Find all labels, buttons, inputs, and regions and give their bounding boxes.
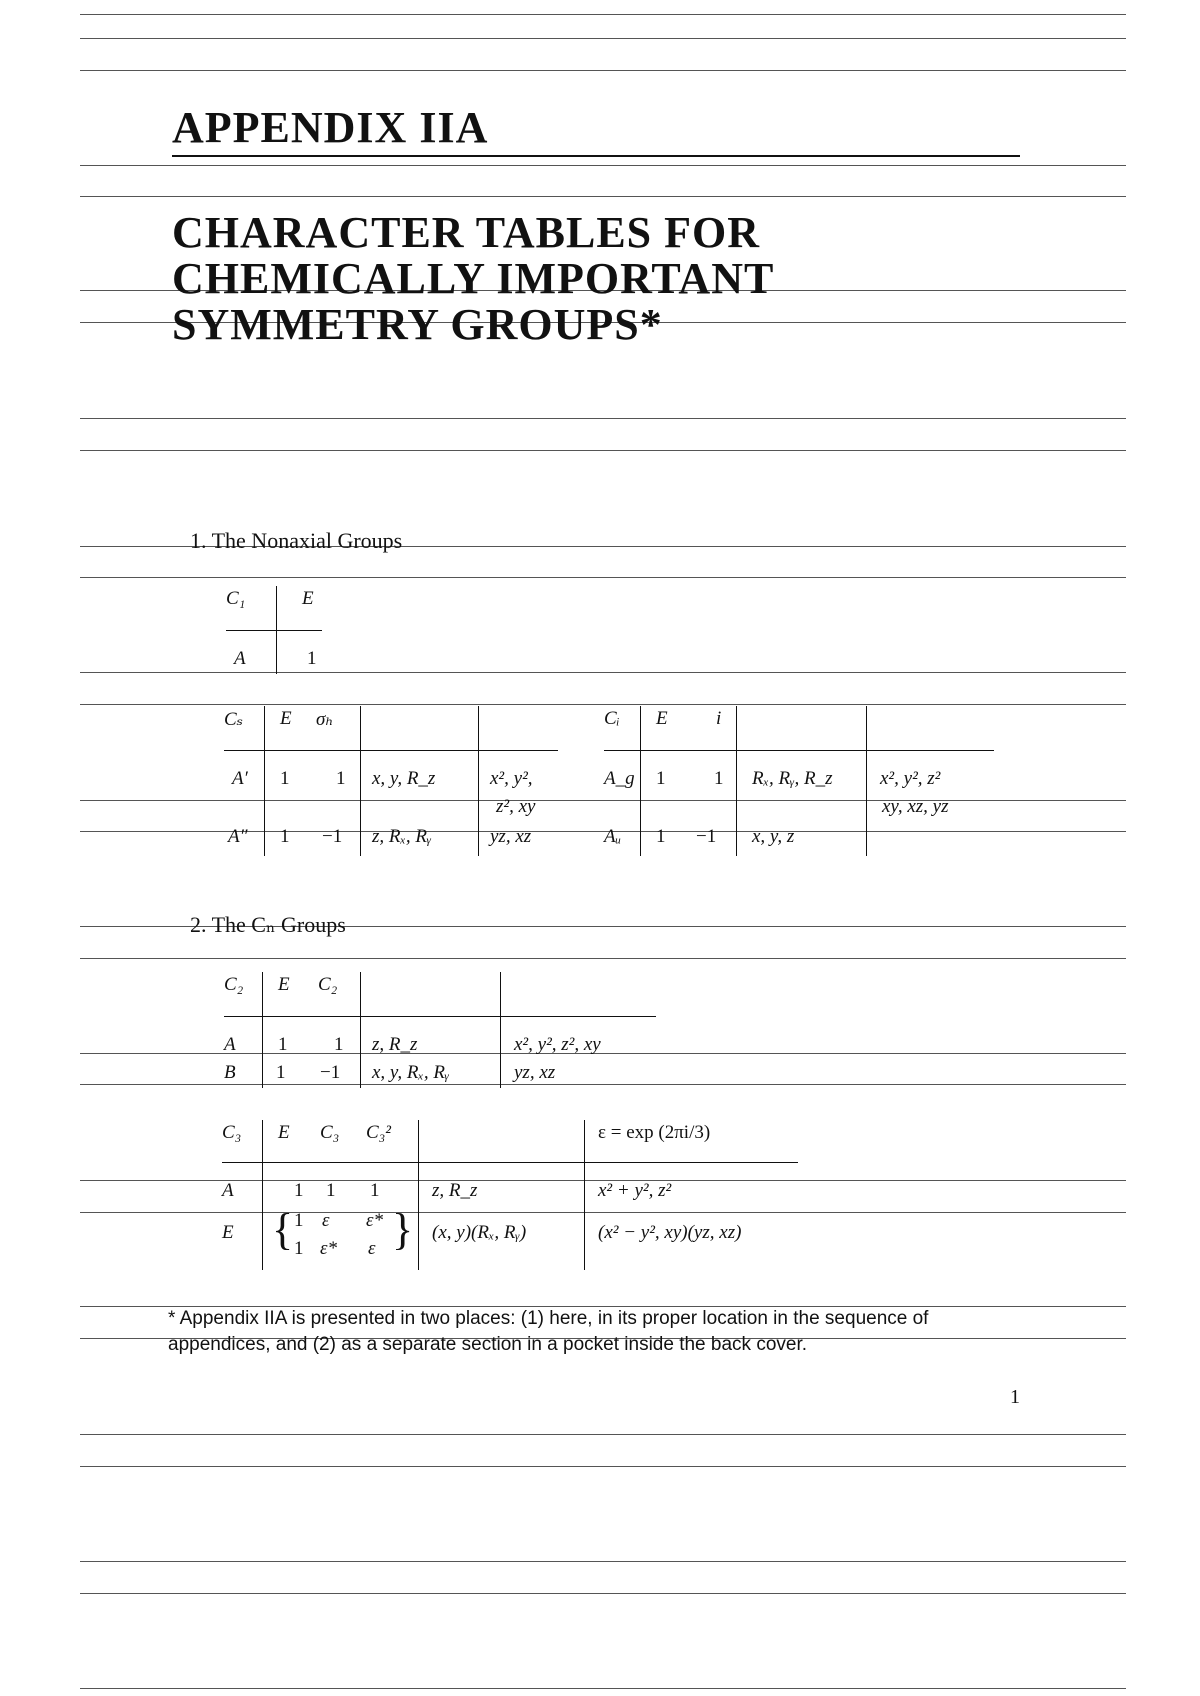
table-vline <box>264 706 265 856</box>
ruled-line <box>80 1212 1126 1213</box>
page-title <box>172 210 774 348</box>
table-hline <box>222 1162 798 1163</box>
quadratic-functions: x², y², <box>490 768 533 789</box>
operation-header: E <box>656 708 668 729</box>
character-value: 1 <box>276 1062 286 1083</box>
character-value: 1 <box>307 648 317 669</box>
quadratic-functions: z², xy <box>496 796 536 817</box>
table-vline <box>418 1120 419 1270</box>
character-value: ε* <box>320 1238 337 1259</box>
table-hline <box>604 750 994 751</box>
group-label: Cᵢ <box>604 708 620 729</box>
ruled-line <box>80 672 1126 673</box>
operation-header: E <box>278 1122 290 1143</box>
character-value: −1 <box>322 826 343 847</box>
character-value: 1 <box>336 768 346 789</box>
operation-header: E <box>278 974 290 995</box>
linear-functions: x, y, R_z <box>372 768 436 789</box>
character-value: 1 <box>280 768 290 789</box>
footnote <box>168 1306 928 1358</box>
character-value: ε <box>322 1210 330 1231</box>
ruled-line <box>80 418 1126 419</box>
character-value: 1 <box>714 768 724 789</box>
character-value: 1 <box>656 768 666 789</box>
character-value: −1 <box>696 826 717 847</box>
footnote-line: * Appendix IIA is presented in two places: (1) here, in its proper location in the sequence of <box>168 1308 929 1329</box>
right-brace: } <box>392 1205 414 1254</box>
character-value: 1 <box>294 1238 304 1259</box>
title-line: SYMMETRY GROUPS* <box>172 300 663 349</box>
title-line: CHEMICALLY IMPORTANT <box>172 254 775 303</box>
irrep-label: E <box>222 1222 234 1243</box>
title-line: CHARACTER TABLES FOR <box>172 208 761 257</box>
linear-functions: z, R_z <box>432 1180 478 1201</box>
group-label: C₃ <box>222 1122 242 1143</box>
quadratic-functions: x², y², z² <box>880 768 941 789</box>
ruled-line <box>80 577 1126 578</box>
quadratic-functions: x², y², z², xy <box>514 1034 601 1055</box>
table-hline <box>226 630 322 631</box>
character-value: 1 <box>370 1180 380 1201</box>
quadratic-functions: yz, xz <box>490 826 532 847</box>
linear-functions: z, R_z <box>372 1034 418 1055</box>
operation-header: C₃² <box>366 1122 391 1143</box>
irrep-label: A_g <box>604 768 635 789</box>
irrep-label: A <box>224 1034 236 1055</box>
character-value: ε <box>368 1238 376 1259</box>
page-number: 1 <box>1010 1386 1020 1408</box>
footnote-line: appendices, and (2) as a separate section in a pocket inside the back cover. <box>168 1334 808 1355</box>
ruled-line <box>80 38 1126 39</box>
character-value: −1 <box>320 1062 341 1083</box>
irrep-label: A′ <box>232 768 248 789</box>
group-label: Cₛ <box>224 709 244 730</box>
table-vline <box>736 706 737 856</box>
ruled-line <box>80 1688 1126 1689</box>
operation-header: i <box>716 708 722 729</box>
table-vline <box>360 706 361 856</box>
irrep-label: A <box>222 1180 234 1201</box>
ruled-line <box>80 450 1126 451</box>
irrep-label: B <box>224 1062 236 1083</box>
irrep-label: A″ <box>228 826 248 847</box>
table-vline <box>262 972 263 1088</box>
linear-functions: Rₓ, Rᵧ, R_z <box>752 768 833 789</box>
linear-functions: x, y, z <box>752 826 795 847</box>
character-value: 1 <box>294 1210 304 1231</box>
quadratic-functions: xy, xz, yz <box>882 796 949 817</box>
character-value: 1 <box>280 826 290 847</box>
left-brace: { <box>272 1205 294 1254</box>
ruled-line <box>80 196 1126 197</box>
section-heading-nonaxial: 1. The Nonaxial Groups <box>190 528 403 553</box>
character-value: 1 <box>294 1180 304 1201</box>
quadratic-functions: yz, xz <box>514 1062 556 1083</box>
quadratic-functions: (x² − y², xy)(yz, xz) <box>598 1222 742 1243</box>
operation-header: σₕ <box>316 709 334 730</box>
ruled-line <box>80 14 1126 15</box>
linear-functions: x, y, Rₓ, Rᵧ <box>372 1062 450 1083</box>
table-vline <box>478 706 479 856</box>
quadratic-functions: x² + y², z² <box>598 1180 672 1201</box>
epsilon-definition: ε = exp (2πi/3) <box>598 1122 711 1143</box>
irrep-label: A <box>234 648 246 669</box>
group-label: C₁ <box>226 588 246 609</box>
ruled-line <box>80 704 1126 705</box>
linear-functions: z, Rₓ, Rᵧ <box>372 826 432 847</box>
table-vline <box>500 972 501 1088</box>
ruled-line <box>80 800 1126 801</box>
ruled-line <box>80 1561 1126 1562</box>
table-vline <box>866 706 867 856</box>
ruled-line <box>80 1593 1126 1594</box>
character-value: 1 <box>326 1180 336 1201</box>
operation-header: E <box>280 708 292 729</box>
ruled-line <box>80 958 1126 959</box>
table-vline <box>584 1120 585 1270</box>
character-value: ε* <box>366 1210 383 1231</box>
table-vline <box>262 1120 263 1270</box>
table-hline <box>224 750 558 751</box>
operation-header: E <box>302 588 314 609</box>
linear-functions: (x, y)(Rₓ, Rᵧ) <box>432 1222 527 1243</box>
ruled-line <box>80 1084 1126 1085</box>
ruled-line <box>80 1466 1126 1467</box>
table-vline <box>360 972 361 1088</box>
ruled-line <box>80 70 1126 71</box>
character-value: 1 <box>656 826 666 847</box>
table-hline <box>224 1016 656 1017</box>
operation-header: C₂ <box>318 974 338 995</box>
appendix-heading: APPENDIX IIA <box>172 103 489 152</box>
character-value: 1 <box>278 1034 288 1055</box>
irrep-label: Aᵤ <box>604 826 622 847</box>
group-label: C₂ <box>224 974 244 995</box>
ruled-line <box>80 1434 1126 1435</box>
heading-underline <box>172 155 1020 157</box>
operation-header: C₃ <box>320 1122 340 1143</box>
ruled-line <box>80 165 1126 166</box>
section-heading-cn: 2. The Cₙ Groups <box>190 912 346 937</box>
ruled-line <box>80 1053 1126 1054</box>
table-vline <box>640 706 641 856</box>
character-value: 1 <box>334 1034 344 1055</box>
